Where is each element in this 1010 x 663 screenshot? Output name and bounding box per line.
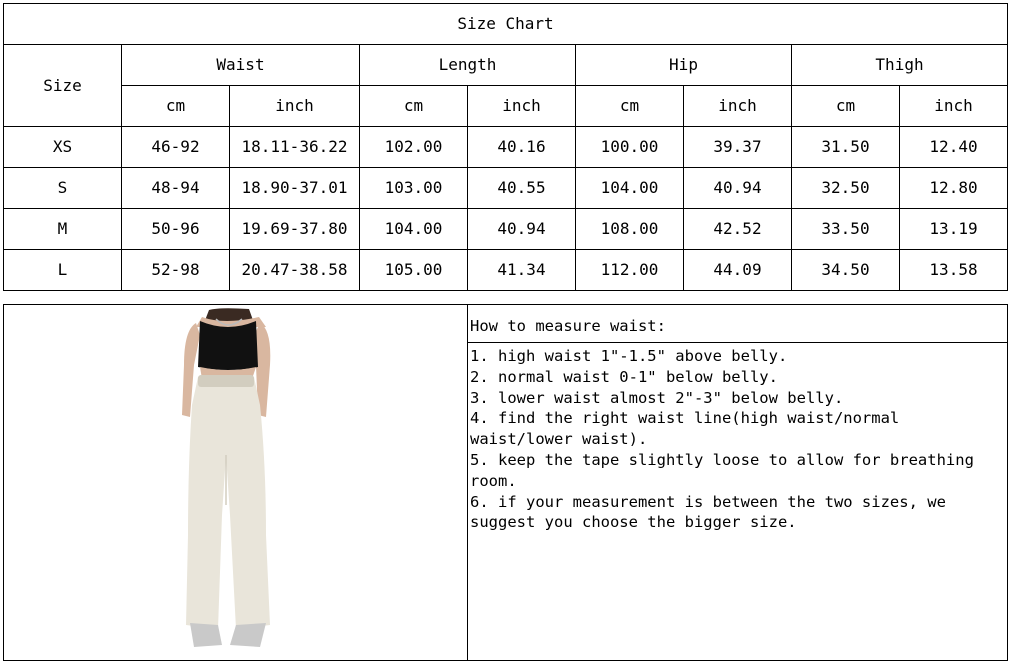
- table-cell: 33.50: [792, 209, 900, 250]
- table-cell: 13.19: [900, 209, 1008, 250]
- length-group-header: Length: [360, 45, 576, 86]
- table-cell: 12.40: [900, 127, 1008, 168]
- table-cell: 31.50: [792, 127, 900, 168]
- size-cell: XS: [4, 127, 122, 168]
- unit-header: cm: [792, 86, 900, 127]
- size-chart-table: [3, 3, 1008, 291]
- crop-top-shape: [198, 321, 258, 370]
- table-row: [4, 209, 1008, 250]
- unit-header: cm: [360, 86, 468, 127]
- table-cell: 40.94: [684, 168, 792, 209]
- left-shoe-shape: [190, 623, 222, 647]
- table-cell: 40.55: [468, 168, 576, 209]
- table-cell: 19.69-37.80: [230, 209, 360, 250]
- table-cell: 13.58: [900, 250, 1008, 291]
- size-cell: L: [4, 250, 122, 291]
- unit-header: cm: [122, 86, 230, 127]
- table-cell: 34.50: [792, 250, 900, 291]
- table-cell: 44.09: [684, 250, 792, 291]
- table-cell: 104.00: [360, 209, 468, 250]
- table-row: [4, 250, 1008, 291]
- thigh-group-header: Thigh: [792, 45, 1008, 86]
- measure-steps-list: [468, 343, 1007, 533]
- table-cell: 18.11-36.22: [230, 127, 360, 168]
- size-cell: M: [4, 209, 122, 250]
- waist-group-header: Waist: [122, 45, 360, 86]
- unit-header: inch: [468, 86, 576, 127]
- measure-step: 5. keep the tape slightly loose to allow for breathing room.: [470, 450, 984, 490]
- table-cell: 20.47-38.58: [230, 250, 360, 291]
- chart-title: Size Chart: [4, 4, 1008, 45]
- table-cell: 32.50: [792, 168, 900, 209]
- measure-step: 4. find the right waist line(high waist/normal waist/lower waist).: [470, 409, 909, 449]
- unit-header: inch: [684, 86, 792, 127]
- table-cell: 103.00: [360, 168, 468, 209]
- waistband-shape: [198, 375, 254, 387]
- table-cell: 108.00: [576, 209, 684, 250]
- table-cell: 12.80: [900, 168, 1008, 209]
- table-row: [4, 168, 1008, 209]
- size-cell: S: [4, 168, 122, 209]
- table-cell: 48-94: [122, 168, 230, 209]
- product-photo-panel: [3, 304, 468, 661]
- table-cell: 112.00: [576, 250, 684, 291]
- unit-header: cm: [576, 86, 684, 127]
- table-cell: 39.37: [684, 127, 792, 168]
- measure-instructions-panel: [467, 304, 1008, 661]
- table-cell: 40.94: [468, 209, 576, 250]
- table-cell: 18.90-37.01: [230, 168, 360, 209]
- hip-group-header: Hip: [576, 45, 792, 86]
- measure-step: 6. if your measurement is between the two sizes, we suggest you choose the bigger size.: [470, 492, 956, 532]
- measure-step: 2. normal waist 0-1" below belly.: [470, 367, 778, 386]
- table-cell: 52-98: [122, 250, 230, 291]
- unit-header: inch: [230, 86, 360, 127]
- table-cell: 40.16: [468, 127, 576, 168]
- model-photo: [4, 305, 467, 660]
- measure-title: How to measure waist:: [468, 305, 1007, 343]
- table-cell: 105.00: [360, 250, 468, 291]
- table-cell: 100.00: [576, 127, 684, 168]
- table-cell: 104.00: [576, 168, 684, 209]
- table-cell: 102.00: [360, 127, 468, 168]
- table-row: [4, 127, 1008, 168]
- table-cell: 50-96: [122, 209, 230, 250]
- table-cell: 42.52: [684, 209, 792, 250]
- measure-step: 1. high waist 1"-1.5" above belly.: [470, 347, 788, 365]
- size-column-header: Size: [4, 45, 122, 127]
- unit-header: inch: [900, 86, 1008, 127]
- table-cell: 41.34: [468, 250, 576, 291]
- measure-step: 3. lower waist almost 2"-3" below belly.: [470, 388, 844, 407]
- table-cell: 46-92: [122, 127, 230, 168]
